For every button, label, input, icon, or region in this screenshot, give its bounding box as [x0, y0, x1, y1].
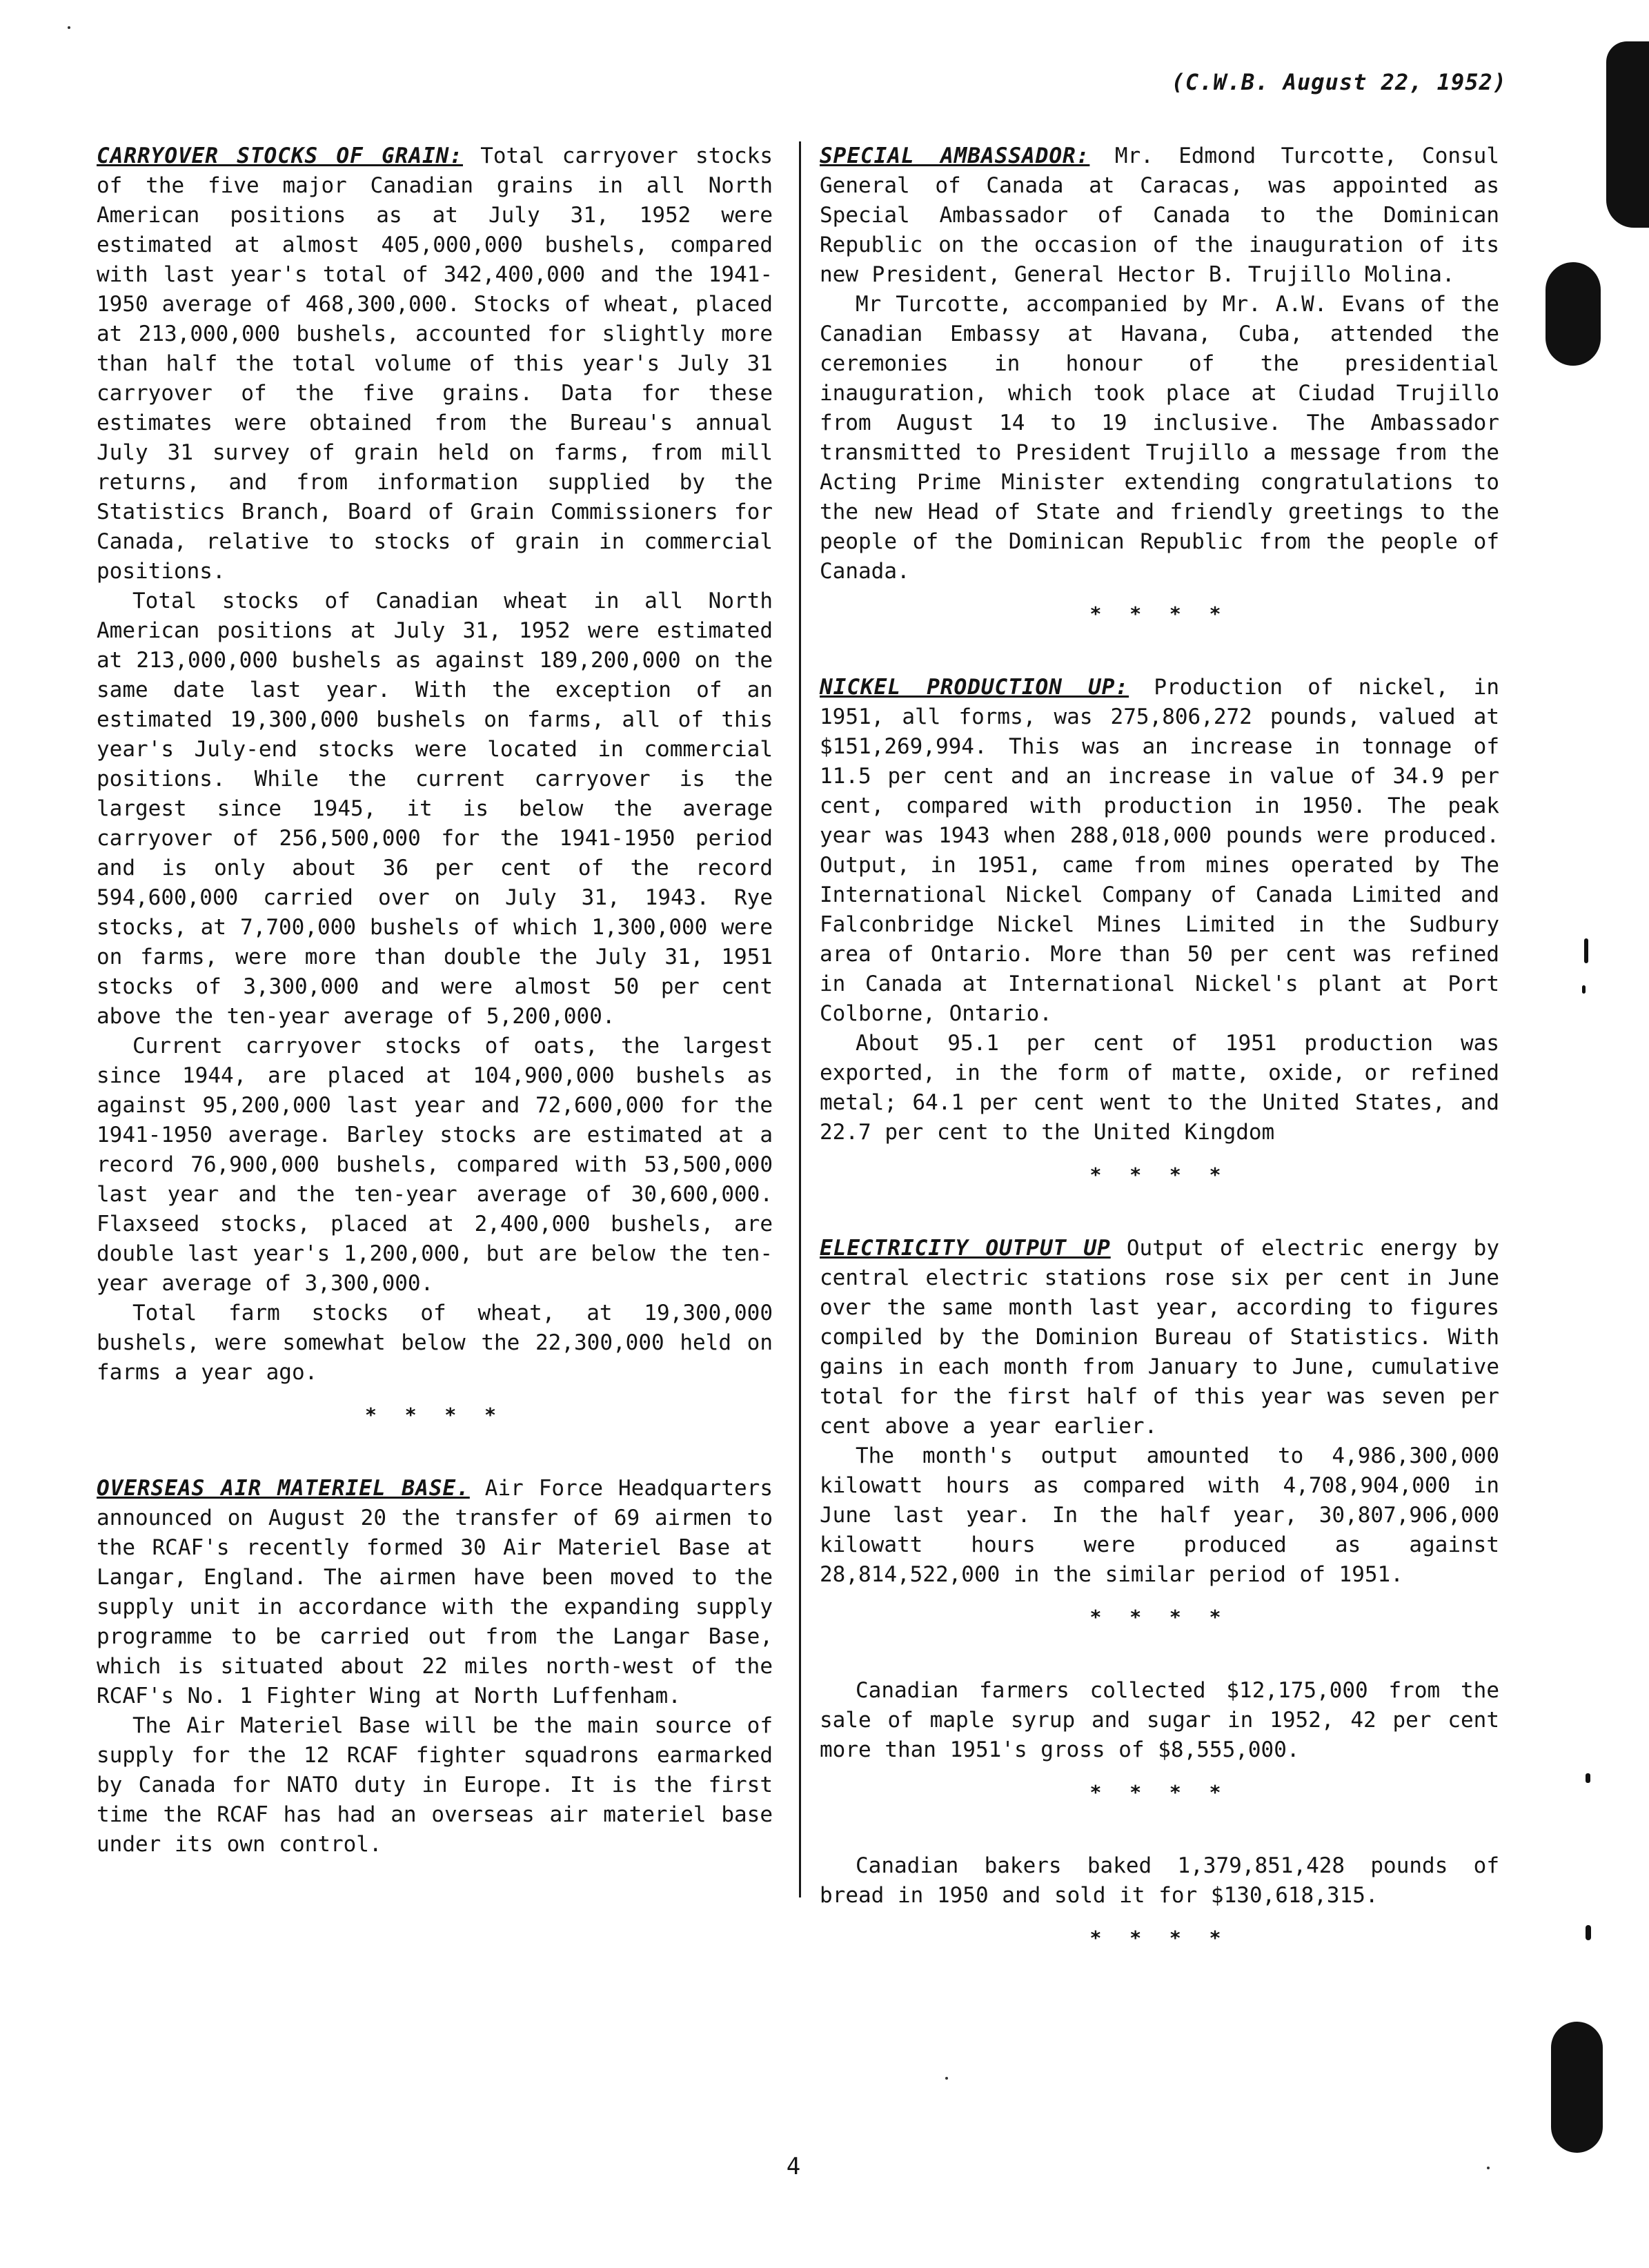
article-paragraph: ELECTRICITY OUTPUT UP Output of electric energy by central electric stations rose six per cent in June over the same month last year, according to figures compiled by the Dominion Bureau of Statistics. With gains in each month from January to June, cumulative total for the first half of this year was seven per cent above a year earlier.	[820, 1236, 1499, 1439]
page-header-citation: (C.W.B. August 22, 1952)	[1171, 69, 1507, 95]
article-special-ambassador	[820, 141, 1499, 586]
article-paragraph: Canadian farmers collected $12,175,000 from the sale of maple syrup and sugar in 1952, 42 per cent more than 1951's gross of $8,555,000.	[820, 1678, 1499, 1762]
article-paragraph: About 95.1 per cent of 1951 production was exported, in the form of matte, oxide, or refined metal; 64.1 per cent went to the United States, and 22.7 per cent to the United Kingdom	[820, 1031, 1499, 1145]
scan-speck	[68, 26, 70, 29]
article-paragraph: OVERSEAS AIR MATERIEL BASE. Air Force Headquarters announced on August 20 the transfer of 69 airmen to the RCAF's recently formed 30 Air Materiel Base at Langar, England. The airmen have been moved to the supply unit in accordance with the expanding supply programme to be carried out from the Langar Base, which is situated about 22 miles north-west of the RCAF's No. 1 Fighter Wing at North Luffenham.	[97, 1476, 773, 1708]
section-separator: * * * *	[1089, 602, 1230, 625]
article-paragraph: Current carryover stocks of oats, the largest since 1944, are placed at 104,900,000 bushels as against 95,200,000 last year and 72,600,000 for the 1941-1950 average. Barley stocks are estimated at a record 76,900,000 bushels, compared with 53,500,000 last year and the ten-year average of 30,600,000. Flaxseed stocks, placed at 2,400,000 bushels, are double last year's 1,200,000, but are below the ten-year average of 3,300,000.	[97, 1034, 773, 1296]
article-headline: CARRYOVER STOCKS OF GRAIN:	[97, 144, 463, 168]
article-carryover-stocks	[97, 141, 773, 1388]
scan-speck	[1487, 2167, 1490, 2169]
scan-speck	[1582, 985, 1586, 994]
article-electricity-output	[820, 1234, 1499, 1590]
section-separator: * * * *	[1089, 1163, 1230, 1186]
scan-speck	[1586, 1925, 1591, 1940]
column-divider	[799, 141, 801, 1897]
article-headline: ELECTRICITY OUTPUT UP	[820, 1236, 1111, 1261]
article-paragraph: The month's output amounted to 4,986,300,000 kilowatt hours as compared with 4,708,904,000 in June last year. In the half year, 30,807,906,000 kilowatt hours were produced as against 28,814,522,000 in the similar period of 1951.	[820, 1443, 1499, 1587]
article-bakers	[820, 1851, 1499, 1911]
left-column	[97, 141, 773, 1860]
binder-hole-mark	[1546, 262, 1601, 366]
article-paragraph: Canadian bakers baked 1,379,851,428 pounds of bread in 1950 and sold it for $130,618,315.	[820, 1853, 1499, 1908]
scan-speck	[1586, 1773, 1590, 1783]
scan-speck	[1584, 938, 1588, 963]
article-paragraph: Total farm stocks of wheat, at 19,300,000 bushels, were somewhat below the 22,300,000 held on farms a year ago.	[97, 1301, 773, 1385]
article-paragraph: Mr Turcotte, accompanied by Mr. A.W. Evans of the Canadian Embassy at Havana, Cuba, attended the ceremonies in honour of the presidential inauguration, which took place at Ciudad Trujillo from August 14 to 19 inclusive. The Ambassador transmitted to President Trujillo a message from the Acting Prime Minister extending congratulations to the new Head of State and friendly greetings to the people of the Dominican Republic from the people of Canada.	[820, 292, 1499, 584]
article-headline: NICKEL PRODUCTION UP:	[820, 675, 1129, 700]
scan-speck	[945, 2077, 948, 2080]
binder-hole-mark	[1551, 2022, 1603, 2153]
article-paragraph: SPECIAL AMBASSADOR: Mr. Edmond Turcotte, Consul General of Canada at Caracas, was appointed as Special Ambassador of Canada to the Dominican Republic on the occasion of the inauguration of its new President, General Hector B. Trujillo Molina.	[820, 144, 1500, 287]
article-air-materiel-base	[97, 1474, 773, 1860]
article-headline: SPECIAL AMBASSADOR:	[820, 144, 1090, 168]
right-column	[820, 141, 1499, 1997]
section-separator: * * * *	[364, 1403, 504, 1426]
article-paragraph: The Air Materiel Base will be the main source of supply for the 12 RCAF fighter squadrons earmarked by Canada for NATO duty in Europe. It is the first time the RCAF has had an overseas air materiel base under its own control.	[97, 1713, 773, 1857]
article-paragraph: NICKEL PRODUCTION UP: Production of nickel, in 1951, all forms, was 275,806,272 pounds, valued at $151,269,994. This was an increase in tonnage of 11.5 per cent and an increase in value of 34.9 per cent, compared with production in 1950. The peak year was 1943 when 288,018,000 pounds were produced. Output, in 1951, came from mines operated by The International Nickel Company of Canada Limited and Falconbridge Nickel Mines Limited in the Sudbury area of Ontario. More than 50 per cent was refined in Canada at International Nickel's plant at Port Colborne, Ontario.	[820, 675, 1499, 1026]
article-maple-syrup	[820, 1676, 1499, 1765]
article-paragraph: CARRYOVER STOCKS OF GRAIN: Total carryover stocks of the five major Canadian grains in all North American positions as at July 31, 1952 were estimated at almost 405,000,000 bushels, compared with last year's total of 342,400,000 and the 1941-1950 average of 468,300,000. Stocks of wheat, placed at 213,000,000 bushels, accounted for slightly more than half the total volume of this year's July 31 carryover of the five grains. Data for these estimates were obtained from the Bureau's annual July 31 survey of grain held on farms, from mill returns, and from information supplied by the Statistics Branch, Board of Grain Commissioners for Canada, relative to stocks of grain in commercial positions.	[97, 144, 773, 584]
scan-edge-mark	[1606, 41, 1649, 228]
article-nickel-production	[820, 673, 1499, 1147]
page-number: 4	[786, 2153, 801, 2180]
article-paragraph: Total stocks of Canadian wheat in all North American positions at July 31, 1952 were estimated at 213,000,000 bushels as against 189,200,000 on the same date last year. With the exception of an estimated 19,300,000 bushels on farms, all of this year's July-end stocks were located in commercial positions. While the current carryover is the largest since 1945, it is below the average carryover of 256,500,000 for the 1941-1950 period and is only about 36 per cent of the record 594,600,000 carried over on July 31, 1943. Rye stocks, at 7,700,000 bushels of which 1,300,000 were on farms, were more than double the July 31, 1951 stocks of 3,300,000 and were almost 50 per cent above the ten-year average of 5,200,000.	[97, 589, 773, 1029]
section-separator: * * * *	[1089, 1926, 1230, 1949]
section-separator: * * * *	[1089, 1606, 1230, 1628]
section-separator: * * * *	[1089, 1781, 1230, 1804]
article-headline: OVERSEAS AIR MATERIEL BASE.	[97, 1476, 470, 1501]
